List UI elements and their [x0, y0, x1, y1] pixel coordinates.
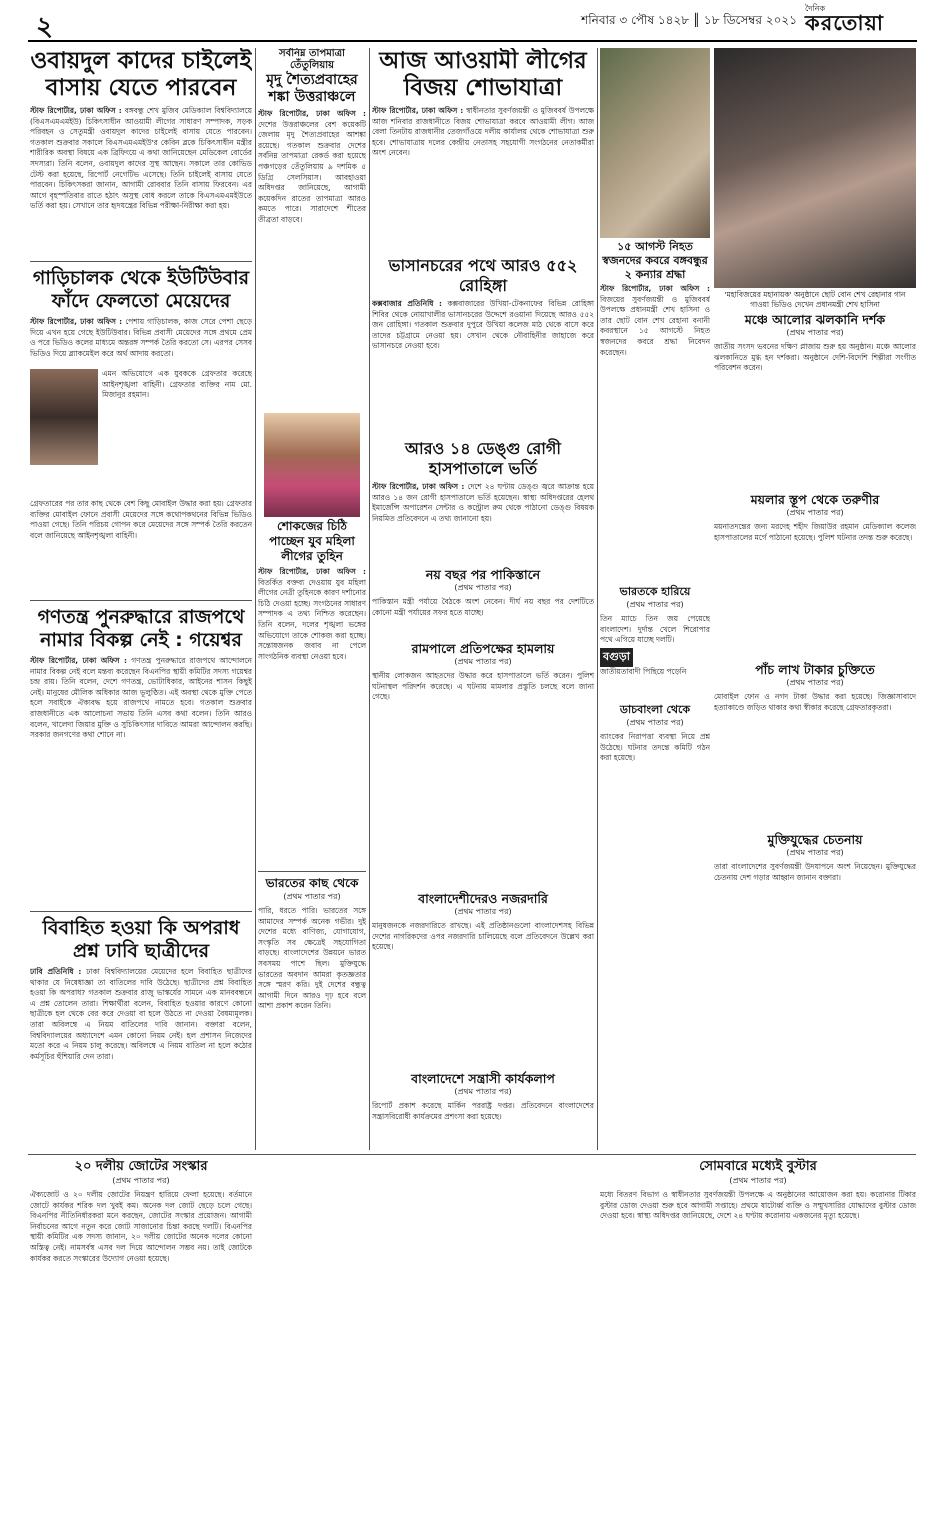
article-rampal: স্থানীয় লোকজন আহতদের উদ্ধার করে হাসপাতালে ভর্তি করেন। পুলিশ ঘটনাস্থল পরিদর্শন করেছে। এ ঘটনায় মামলার প্রস্তুতি চলছে বলে জানা গেছে।	[372, 671, 594, 702]
headline-cold-wave: মৃদু শৈত্যপ্রবাহের শঙ্কা উত্তরাঞ্চলে	[266, 72, 358, 105]
headline-booster-dose: সোমবারে মধ্যেই বুস্টার	[699, 1159, 817, 1174]
continued-note: (প্রথম পাতার পর)	[626, 600, 684, 609]
photo-graves-tribute	[600, 48, 710, 238]
kicker-temperature: সর্বনিম্ন তাপমাত্রা তেঁতুলিয়ায়	[279, 48, 345, 71]
page-number: ২	[36, 12, 53, 42]
bottom-left-article	[30, 1158, 252, 1503]
headline-pakistan: নয় বছর পর পাকিস্তানে	[425, 567, 541, 582]
article-dutch-bangla: ব্যাংকের নিরাপত্তা ব্যবস্থা নিয়ে প্রশ্ন উঠেছে। ঘটনার তদন্তে কমিটি গঠন করা হয়েছে।	[600, 732, 710, 763]
bogura-section-tag	[600, 648, 710, 678]
article-goyeshwar: স্টাফ রিপোর্টার, ঢাকা অফিস : গণতন্ত্র পুনরুদ্ধারে রাজপথে আন্দোলনে নামার বিকল্প নেই বলে মন্তব্য করেছেন বিএনপির স্থায়ী কমিটির সদস্য গয়েশ্বর চন্দ্র রায়। তিনি বলেন, দেশে গণতন্ত্র, ভোটাধিকার, আইনের শাসন কিছুই নেই। মানুষের মৌলিক অধিকার আজ ভূলুণ্ঠিত। এই অবস্থা থেকে মুক্তি পেতে হলে সবাইকে ঐক্যবদ্ধ হয়ে রাজপথে নামতে হবে। গতকাল শুক্রবার রাজধানীতে এক আলোচনা সভায় তিনি এসব কথা বলেন। তিনি আরও বলেন, খালেদা জিয়ার মুক্তি ও সুচিকিৎসার দাবিতে আমরা আন্দোলন করছি। সরকার জনগণের কথা শোনে না।	[30, 656, 252, 740]
headline-defeat-india: ভারতকে হারিয়ে	[619, 585, 691, 598]
continued-note: (প্রথম পাতার পর)	[283, 892, 341, 901]
page-header	[28, 0, 917, 42]
article-garbage-dump: ময়নাতদন্তের জন্য মরদেহ শহীদ জিয়াউর রহমান মেডিক্যাল কলেজ হাসপাতালের মর্গে পাঠানো হয়েছে। পুলিশ ঘটনার তদন্ত শুরু করেছে।	[714, 522, 916, 542]
article-stage-lights: জাতীয় সংসদ ভবনের দক্ষিণ প্লাজায় শুরু হয় অনুষ্ঠান। মঞ্চে আলোর ঝলকানিতে মুগ্ধ হন দর্শকরা। অনুষ্ঠানে দেশি-বিদেশি শিল্পীরা সংগীত পরিবেশন করেন।	[714, 342, 916, 373]
headline-dengue: আরও ১৪ ডেঙ্গু রোগী হাসপাতালে ভর্তি	[405, 439, 561, 478]
article-obaidul-quader: স্টাফ রিপোর্টার, ঢাকা অফিস : বঙ্গবন্ধু শেখ মুজিব মেডিক্যাল বিশ্ববিদ্যালয়ে (বিএসএমএমইউ) চিকিৎসাধীন আওয়ামী লীগের সাধারণ সম্পাদক, সড়ক পরিবহন ও সেতুমন্ত্রী ওবায়দুল কাদের চাইলেই বাসায় যেতে পারবেন। গতকাল শুক্রবার সকালে বিএসএমএমইউ'র কেবিন ব্লকে চিকিৎসাধীন মন্ত্রীর শারীরিক অবস্থা বিষয়ে এক ব্রিফিংয়ে এ কথা জানিয়েছেন মেডিকেল বোর্ডের সদস্যরা। তিনি বলেন, ওবায়দুল কাদের সুস্থ আছেন। সকালে তার কোভিড টেস্ট করা হয়েছে, রিপোর্ট নেগেটিভ এসেছে। তিনি চাইলেই বাসায় যেতে পারবেন। চিকিৎসকরা জানান, আগামী রোববার তিনি বাসায় ফিরবেন। এর আগে বৃহস্পতিবার রাতে হঠাৎ অসুস্থ বোধ করলে তাকে বিএসএমএমইউতে ভর্তি করা হয়। সেখানে তার হৃদযন্ত্রের বিভিন্ন পরীক্ষা-নিরীক্ষা করা হয়।	[30, 106, 252, 211]
continued-note: (প্রথম পাতার পর)	[786, 678, 844, 687]
column-1	[30, 48, 252, 1150]
caption-pm-watching-video: 'মহাবিজয়ের মহানায়ক' অনুষ্ঠানে ছোট বোন শেখ রেহানার গান গাওয়া ভিডিও দেখেন প্রধানমন্ত্রী শেখ হাসিনা	[724, 290, 906, 309]
article-defeat-india: তিন ম্যাচে তিন জয় পেয়েছে বাংলাদেশ। দুর্দান্ত খেলে শিরোপার পথে এগিয়ে যাচ্ছে দলটি।	[600, 614, 710, 645]
headline-goyeshwar: গণতন্ত্র পুনরুদ্ধারে রাজপথে নামার বিকল্প নেই : গয়েশ্বর	[37, 606, 245, 651]
column-rule	[597, 48, 598, 1150]
bogura-section-label: বগুড়া	[600, 648, 633, 667]
headline-surveillance: বাংলাদেশীদেরও নজরদারি	[418, 891, 548, 906]
article-dengue: স্টাফ রিপোর্টার, ঢাকা অফিস : দেশে ২৪ ঘণ্টায় ডেঙ্গু জ্বরে আক্রান্ত হয়ে আরও ১৪ জন রোগী হাসপাতালে ভর্তি হয়েছেন। স্বাস্থ্য অধিদপ্তরের হেলথ ইমার্জেন্সি অপারেশন সেন্টার ও কন্ট্রোল রুম থেকে পাঠানো ডেঙ্গু বিষয়ক নিয়মিত প্রতিবেদনে এ তথ্য জানানো হয়।	[372, 482, 594, 523]
article-booster-dose: মধ্যে বিতরণ বিভাগ ও স্বাধীনতার সুবর্ণজয়ন্তী উপলক্ষে এ অনুষ্ঠানের আয়োজন করা হয়। করোনার টিকার বুস্টার ডোজ দেওয়া শুরু হবে আগামী সপ্তাহে। প্রথমে ষাটোর্ধ্ব ব্যক্তি ও সম্মুখসারির যোদ্ধাদের বুস্টার ডোজ দেওয়া হবে। স্বাস্থ্য অধিদপ্তর জানিয়েছে, দেশে ২৪ ঘণ্টায় করোনায় একজনের মৃত্যু হয়েছে।	[600, 1190, 916, 1221]
article-awami-procession: স্টাফ রিপোর্টার, ঢাকা অফিস : স্বাধীনতার সুবর্ণজয়ন্তী ও মুজিববর্ষ উপলক্ষে আজ শনিবার রাজধানীতে বিজয় শোভাযাত্রা করবে আওয়ামী লীগ। আজ বেলা তিনটায় রাজধানীর তেজগাঁওয়ে দলীয় কার্যালয় থেকে শোভাযাত্রা শুরু হবে। শোভাযাত্রায় দলের কেন্দ্রীয় নেতাসহ সহযোগী সংগঠনের নেতাকর্মীরা অংশ নেবেন।	[372, 106, 594, 158]
headline-married-students: বিবাহিত হওয়া কি অপরাধ প্রশ্ন ঢাবি ছাত্রীদের	[42, 917, 240, 962]
photo-pm-watching-video	[714, 48, 916, 288]
headline-rohingya: ভাসানচরের পথে আরও ৫৫২ রোহিঙ্গা	[388, 256, 578, 295]
article-showcause-tuhin: স্টাফ রিপোর্টার, ঢাকা অফিস : বিতর্কিত বক্তব্য দেওয়ায় যুব মহিলা লীগের নেত্রী তুহিনকে কারণ দর্শানোর চিঠি দেওয়া হচ্ছে। সংগঠনের সাধারণ সম্পাদক এ তথ্য নিশ্চিত করেছেন। তিনি বলেন, দলের শৃঙ্খলা ভঙ্গের অভিযোগে তাকে শোকজ করা হচ্ছে। সন্তোষজনক জবাব না পেলে সাংগঠনিক ব্যবস্থা নেওয়া হবে।	[258, 567, 366, 661]
continued-note: (প্রথম পাতার পর)	[729, 1176, 787, 1185]
continued-note: (প্রথম পাতার পর)	[786, 848, 844, 857]
tuhin-photo	[264, 413, 360, 517]
bottom-section	[30, 1158, 916, 1503]
headline-liberation-spirit: মুক্তিযুদ্ধের চেতনায়	[767, 832, 863, 847]
article-driver-youtuber-cont: এমন অভিযোগে এক যুবককে গ্রেফতার করেছে আইনশৃঙ্খলা বাহিনী। গ্রেফতার ব্যক্তির নাম মো. মিজানুর রহমান।	[102, 369, 252, 400]
column-rule	[255, 48, 256, 1150]
article-20-party-alliance: ঐক্যজোট ও ২০ দলীয় জোটের নিয়ন্ত্রণ হারিয়ে ফেলা হয়েছে। বর্তমানে জোটে কার্যকর শরিক দল খুবই কম। অনেক দল জোট ছেড়ে চলে গেছে। বিএনপির নীতিনির্ধারকরা মনে করছেন, জোটের সংস্কার প্রয়োজন। আগামী নির্বাচনের আগে নতুন করে জোট সাজানোর চিন্তা করছে দলটি। বিএনপির স্থায়ী কমিটির এক সদস্য জানান, ২০ দলীয় জোটের অনেক দলের কোনো অস্তিত্ব নেই। নামসর্বস্ব এসব দল দিয়ে আন্দোলন সম্ভব নয়। তাই জোটকে কার্যকর করতে সংস্কারের উদ্যোগ নেওয়া হয়েছে।	[30, 1190, 252, 1263]
article-terror-activities: রিপোর্ট প্রকাশ করেছে মার্কিন পররাষ্ট্র দপ্তর। প্রতিবেদনে বাংলাদেশের সন্ত্রাসবিরোধী কার্যক্রমের প্রশংসা করা হয়েছে।	[372, 1101, 594, 1121]
column-4	[600, 48, 916, 1150]
article-rohingya: কক্সবাজার প্রতিনিধি : কক্সবাজারের উখিয়া-টেকনাফের বিভিন্ন রোহিঙ্গা শিবির থেকে নোয়াখালীর ভাসানচরের উদ্দেশে রওয়ানা দিয়েছে আরও ৫৫২ জন রোহিঙ্গা। গতকাল শুক্রবার দুপুরে উখিয়া কলেজ মাঠ থেকে বাসে করে তাদের চট্টগ্রামে নেওয়া হয়। সেখান থেকে নৌবাহিনীর জাহাজে করে ভাসানচরে নেওয়া হবে।	[372, 299, 594, 351]
bottom-right-article	[600, 1158, 916, 1503]
bogura-section-text: জাতীয়তাবাদী পিছিয়ে পড়েনি	[600, 667, 687, 676]
article-surveillance: মানুষজনকে নজরদারিতে রাখছে। এই প্রতিষ্ঠানগুলো বাংলাদেশসহ বিভিন্ন দেশের নাগরিকদের ওপর নজরদারি চালিয়েছে বলে প্রতিবেদনে উল্লেখ করা হয়েছে।	[372, 921, 594, 952]
newspaper-logo	[805, 4, 913, 34]
article-liberation-spirit: তারা বাংলাদেশের সুবর্ণজয়ন্তী উদযাপনে অংশ নিয়েছেন। মুক্তিযুদ্ধের চেতনায় দেশ গড়ার আহ্বান জানান বক্তারা।	[714, 862, 916, 882]
continued-note: (প্রথম পাতার পর)	[454, 657, 512, 666]
column-rule	[369, 48, 370, 1150]
headline-stage-lights: মঞ্চে আলোর ঝলকানি দর্শক	[744, 312, 886, 327]
continued-note: (প্রথম পাতার পর)	[626, 718, 684, 727]
continued-note: (প্রথম পাতার পর)	[454, 583, 512, 592]
article-pakistan: পাকিস্তান মন্ত্রী পর্যায়ে বৈঠকে অংশ নেবেন। দীর্ঘ নয় বছর পর দেশটিতে কোনো মন্ত্রী পর্যায়ের সফর হতে যাচ্ছে।	[372, 597, 594, 617]
headline-awami-procession: আজ আওয়ামী লীগের বিজয় শোভাযাত্রা	[379, 48, 587, 101]
headline-terror-activities: বাংলাদেশে সন্ত্রাসী কার্যকলাপ	[411, 1071, 555, 1086]
headline-graves-tribute: ১৫ আগস্ট নিহত স্বজনদের কবরে বঙ্গবন্ধুর ২ কন্যার শ্রদ্ধা	[600, 240, 710, 282]
article-five-lakh: মোবাইল ফোন ও নগদ টাকা উদ্ধার করা হয়েছে। জিজ্ঞাসাবাদে হত্যাকাণ্ডে জড়িত থাকার কথা স্বীকার করেছে গ্রেফতারকৃতরা।	[714, 692, 916, 712]
article-graves-tribute: স্টাফ রিপোর্টার, ঢাকা অফিস : বিজয়ের সুবর্ণজয়ন্তী ও মুজিববর্ষ উপলক্ষে প্রধানমন্ত্রী শেখ হাসিনা ও তার ছোট বোন শেখ রেহানা বনানী কবরস্থানে ১৫ আগস্টে নিহত স্বজনদের কবরে শ্রদ্ধা নিবেদন করেছেন।	[600, 284, 710, 357]
column-2	[258, 48, 366, 1150]
column-3	[372, 48, 594, 1150]
continued-note: (প্রথম পাতার পর)	[786, 328, 844, 337]
headline-20-party-alliance: ২০ দলীয় জোটের সংস্কার	[74, 1159, 208, 1174]
article-married-students: ঢাবি প্রতিনিধি : ঢাকা বিশ্ববিদ্যালয়ের মেয়েদের হলে বিবাহিত ছাত্রীদের থাকার যে নিষেধাজ্ঞা তা বাতিলের দাবি উঠেছে। ছাত্রীদের প্রশ্ন বিবাহিত হওয়া কি অপরাধ? গতকাল শুক্রবার রাজু ভাস্কর্যের সামনে এক মানববন্ধনে এ প্রশ্ন তোলেন তারা। শিক্ষার্থীরা বলেন, বিবাহিত হওয়ার কারণে কোনো ছাত্রীকে হল থেকে বের করে দেওয়া বা হলে উঠতে না দেওয়া বৈষম্যমূলক। তারা অবিলম্বে এ নিয়ম বাতিলের দাবি জানান। বক্তারা বলেন, বিশ্ববিদ্যালয়ের অধ্যাদেশে এমন কোনো নিয়ম নেই। হল প্রশাসন নিজেদের মতো করে এ নিয়ম চালু করেছে। অবিলম্বে এ নিয়ম বাতিল না হলে কঠোর কর্মসূচির হুঁশিয়ারি দেন তারা।	[30, 967, 252, 1061]
headline-garbage-dump: ময়লার স্তূপ থেকে তরুণীর	[750, 492, 880, 507]
article-driver-youtuber-cont2: গ্রেফতারের পর তার কাছ থেকে বেশ কিছু মোবাইল উদ্ধার করা হয়। গ্রেফতার ব্যক্তির মোবাইল ফোনে প্রবাসী মেয়েদের সঙ্গে কথোপকথনের বিভিন্ন ভিডিও পাওয়া গেছে। তিনি পরিচয় গোপন করে মেয়েদের সঙ্গে সম্পর্ক তৈরি করতেন বলে জানিয়েছে আইনশৃঙ্খলা বাহিনী।	[30, 499, 252, 540]
logo-text: করতোয়া	[805, 12, 884, 35]
headline-driver-youtuber: গাড়িচালক থেকে ইউটিউবার ফাঁদে ফেলতো মেয়েদের	[32, 267, 250, 312]
continued-note: (প্রথম পাতার পর)	[112, 1176, 170, 1185]
issue-date: শনিবার ৩ পৌষ ১৪২৮ ║ ১৮ ডিসেম্বর ২০২১	[581, 13, 797, 27]
headline-showcause-tuhin: শোকজের চিঠি পাচ্ছেন যুব মহিলা লীগের তুহিন	[269, 519, 355, 563]
article-driver-youtuber: স্টাফ রিপোর্টার, ঢাকা অফিস : পেশায় গাড়িচালক, কাজ সেরে পেশা ছেড়ে দিয়ে এখন হয়ে গেছে ইউটিউবার। বিভিন্ন প্রবাসী মেয়েদের সঙ্গে প্রথমে প্রেম ও পরে ভিডিও কলের মাধ্যমে অন্তরঙ্গ সম্পর্ক তৈরি করতো সে। এরপর সেসব ভিডিও দিয়ে ব্ল্যাকমেইল করে অর্থ আদায় করতো।	[30, 317, 252, 358]
article-cold-wave: স্টাফ রিপোর্টার, ঢাকা অফিস : দেশের উত্তরাঞ্চলের বেশ কয়েকটি জেলায় মৃদু শৈত্যপ্রবাহের আশঙ্কা রয়েছে। গতকাল শুক্রবার দেশের সর্বনিম্ন তাপমাত্রা রেকর্ড করা হয়েছে পঞ্চগড়ের তেঁতুলিয়ায় ৯ দশমিক ৫ ডিগ্রি সেলসিয়াস। আবহাওয়া অধিদপ্তর জানিয়েছে, আগামী কয়েকদিন রাতের তাপমাত্রা আরও কমতে পারে। সারাদেশে শীতের তীব্রতা বাড়বে।	[258, 109, 366, 224]
headline-from-india: ভারতের কাছ থেকে	[265, 876, 359, 890]
headline-rampal: রামপালে প্রতিপক্ষের হামলায়	[411, 641, 555, 656]
continued-note: (প্রথম পাতার পর)	[454, 1087, 512, 1096]
logo-small-text: দৈনিক	[805, 4, 826, 13]
accused-photo	[30, 369, 98, 465]
section-rule	[28, 1154, 916, 1155]
continued-note: (প্রথম পাতার পর)	[454, 907, 512, 916]
headline-dutch-bangla: ডাচবাংলা থেকে	[619, 703, 691, 716]
article-from-india: পারি, ধরতে পারি। ভারতের সঙ্গে আমাদের সম্পর্ক অনেক গভীর। দুই দেশের মধ্যে বাণিজ্য, যোগাযোগ, সংস্কৃতি সব ক্ষেত্রেই সহযোগিতা বাড়ছে। বাংলাদেশের উন্নয়নে ভারত সবসময় পাশে ছিল। মুক্তিযুদ্ধে ভারতের অবদান আমরা কৃতজ্ঞতার সঙ্গে স্মরণ করি। দুই দেশের বন্ধুত্ব আগামী দিনে আরও দৃঢ় হবে বলে আশা প্রকাশ করেন তিনি।	[258, 906, 366, 1011]
headline-obaidul-quader: ওবায়দুল কাদের চাইলেই বাসায় যেতে পারবেন	[30, 48, 252, 101]
headline-five-lakh: পাঁচ লাখ টাকার চুক্তিতে	[755, 662, 875, 677]
continued-note: (প্রথম পাতার পর)	[786, 508, 844, 517]
